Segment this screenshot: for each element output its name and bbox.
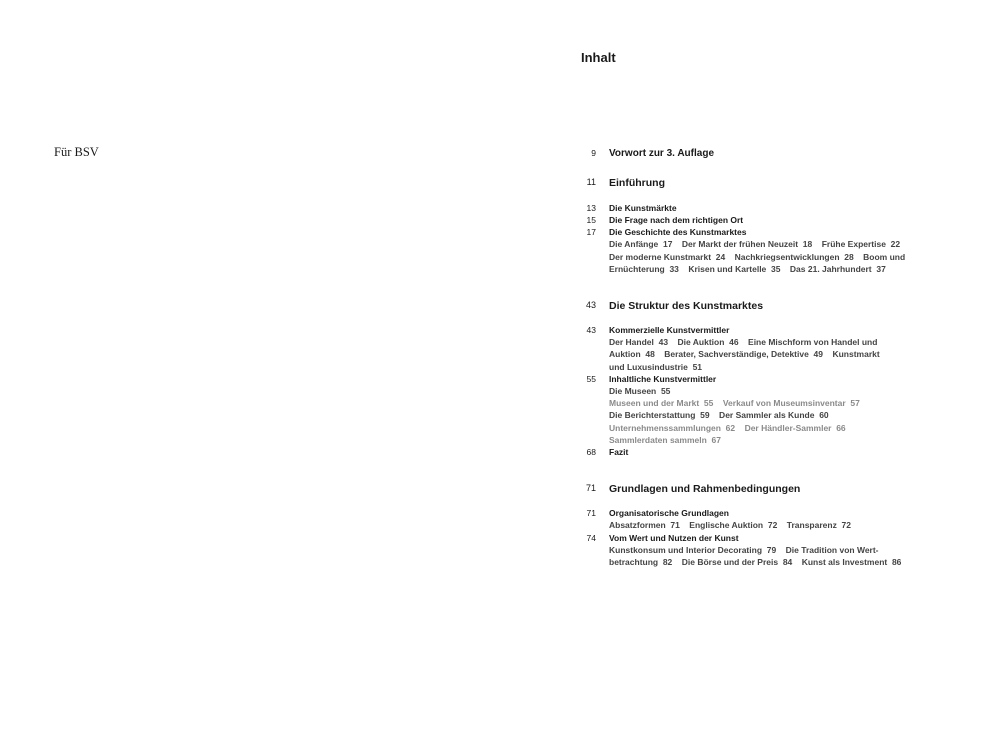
subentry-text: Der moderne Kunstmarkt 24 Nachkriegsentwicklungen 28 Boom und: [609, 252, 906, 262]
page-number: 11: [586, 177, 596, 187]
entry-title: Die Struktur des Kunstmarktes: [609, 300, 764, 312]
subentry-text: Kunstkonsum und Interior Decorating 79 Die Tradition von Wert-: [609, 545, 879, 555]
subentry-text: Ernüchterung 33 Krisen und Kartelle 35 Das 21. Jahrhundert 37: [609, 264, 886, 274]
entry-title: Vorwort zur 3. Auflage: [609, 148, 715, 159]
page-number: 17: [586, 227, 596, 237]
entry-title: Organisatorische Grundlagen: [609, 508, 729, 518]
entry-title: Fazit: [609, 447, 629, 457]
subentry-text: Der Handel 43 Die Auktion 46 Eine Mischform von Handel und: [609, 337, 878, 347]
dedication: Für BSV: [54, 145, 99, 159]
page-number: 71: [585, 483, 596, 493]
subentry-text: Sammlerdaten sammeln 67: [609, 435, 721, 445]
page-number: 71: [586, 508, 596, 518]
subentry-text: betrachtung 82 Die Börse und der Preis 84 Kunst als Investment 86: [609, 557, 902, 567]
entry-title: Vom Wert und Nutzen der Kunst: [609, 533, 739, 543]
subentry-text: Museen und der Markt 55 Verkauf von Museumsinventar 57: [609, 398, 860, 408]
page-number: 68: [586, 447, 596, 457]
page-number: 55: [586, 374, 596, 384]
entry-title: Die Frage nach dem richtigen Ort: [609, 215, 744, 225]
subentry-text: Unternehmenssammlungen 62 Der Händler-Sammler 66: [609, 423, 846, 433]
entry-title: Die Geschichte des Kunstmarktes: [609, 227, 747, 237]
subentry-text: Die Berichterstattung 59 Der Sammler als Kunde 60: [609, 410, 829, 420]
subentry-text: Absatzformen 71 Englische Auktion 72 Transparenz 72: [609, 520, 852, 530]
toc-title: Inhalt: [581, 50, 616, 65]
subentry-text: Auktion 48 Berater, Sachverständige, Detektive 49 Kunstmarkt: [609, 349, 880, 359]
subentry-text: Die Museen 55: [609, 386, 671, 396]
page-number: 13: [586, 203, 596, 213]
subentry-text: und Luxusindustrie 51: [609, 362, 703, 372]
entry-title: Grundlagen und Rahmenbedingungen: [609, 483, 801, 495]
page-number: 43: [586, 325, 596, 335]
page-number: 74: [586, 533, 596, 543]
entry-title: Einführung: [609, 177, 665, 189]
entry-title: Kommerzielle Kunstvermittler: [609, 325, 730, 335]
entry-title: Die Kunstmärkte: [609, 203, 677, 213]
entry-title: Inhaltliche Kunstvermittler: [609, 374, 717, 384]
page-number: 15: [586, 215, 596, 225]
subentry-text: Die Anfänge 17 Der Markt der frühen Neuzeit 18 Frühe Expertise 22: [609, 239, 901, 249]
page-number: 43: [585, 300, 596, 310]
page-number: 9: [591, 148, 596, 158]
